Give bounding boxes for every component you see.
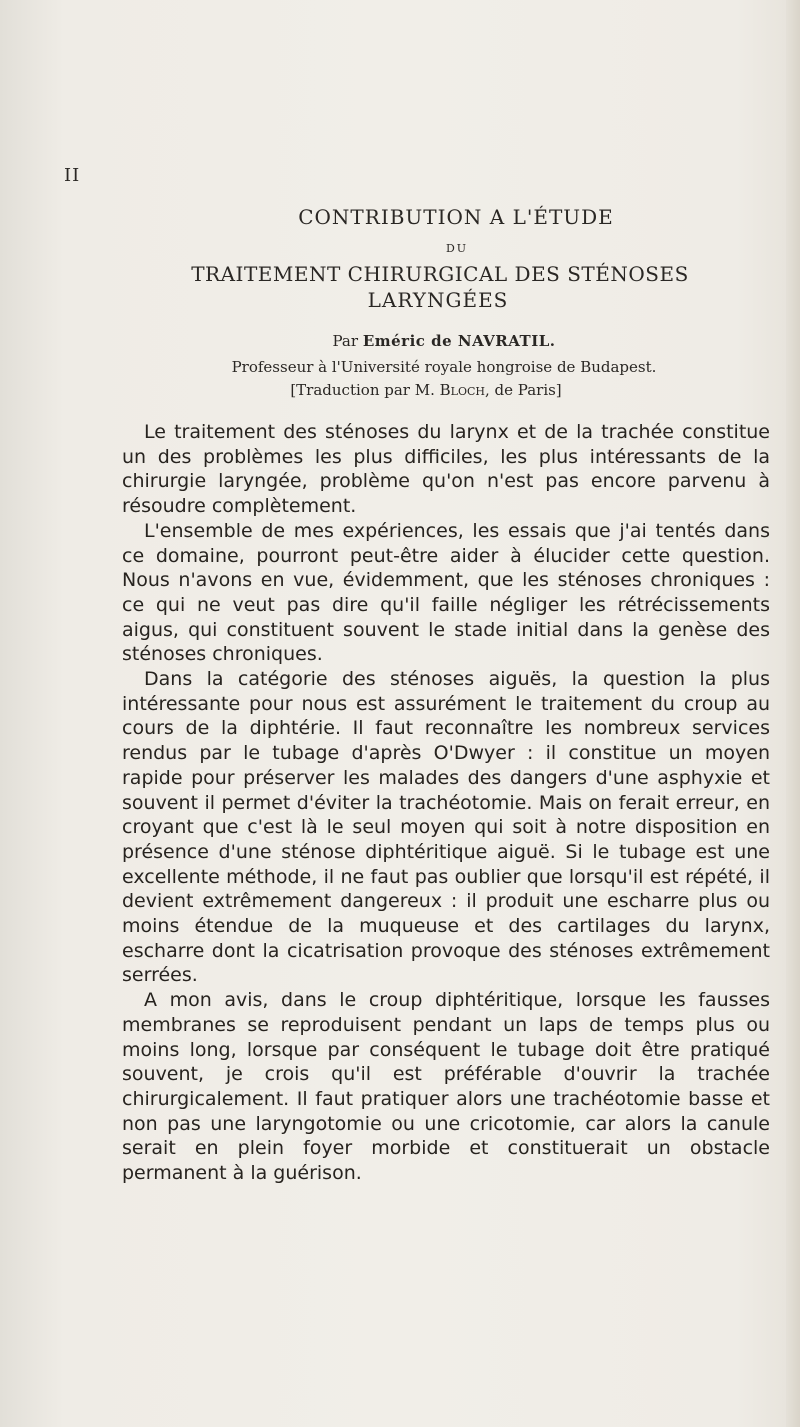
paragraph-1: Le traitement des sténoses du larynx et de la trachée constitue un des problèmes les plus difficiles, les plus intéressants de la chirurgie laryngée, problème qu'on n'est pas encore parvenu à résoudre complètement. <box>122 421 770 518</box>
translator-name: Bloch <box>439 381 485 399</box>
author-affiliation: Professeur à l'Université royale hongroise de Budapest. <box>231 358 657 376</box>
author-line <box>84 332 800 350</box>
paragraph-2: L'ensemble de mes expériences, les essais que j'ai tentés dans ce domaine, pourront peut-être aider à élucider cette question. Nous n'avons en vue, évidemment, que les sténoses chroniques : ce qui ne veut pas dire qu'il faille négliger les rétrécissements aigus, qui constituent souvent le stade initial dans la genèse des sténoses chroniques. <box>122 519 770 666</box>
translation-credit <box>66 381 786 399</box>
paragraph-4: A mon avis, dans le croup diphtéritique, lorsque les fausses membranes se reproduisent pendant un laps de temps plus ou moins long, lorsque par conséquent le tubage doit être pratiqué souvent, je crois qu'il est préférable d'ouvrir la trachée chirurgicalement. Il faut pratiquer alors une trachéotomie basse et non pas une laryngotomie ou une cricotomie, car alors la canule serait en plein foyer morbide et constituerait un obstacle permanent à la guérison. <box>122 989 770 1185</box>
title-du: DU <box>445 242 469 255</box>
body-text <box>122 420 770 1186</box>
author-name: Eméric de NAVRATIL. <box>362 332 556 350</box>
author-prefix: Par <box>332 332 359 350</box>
translation-prefix: [Traduction par M. <box>290 381 435 399</box>
title-line-3: LARYNGÉES <box>367 288 509 312</box>
paragraph-3: Dans la catégorie des sténoses aiguës, la question la plus intéressante pour nous est assurément le traitement du croup au cours de la diphtérie. Il faut reconnaître les nombreux services rendus par le tubage d'après O'Dwyer : il constitue un moyen rapide pour préserver les malades des dangers d'une asphyxie et souvent il permet d'éviter la trachéotomie. Mais on ferait erreur, en croyant que c'est là le seul moyen qui soit à notre disposition en présence d'une sténose diphtéritique aiguë. Si le tubage est une excellente méthode, il ne faut pas oublier que lorsqu'il est répété, il devient extrêmement dangereux : il produit une escharre plus ou moins étendue de la muqueuse et des cartilages du larynx, escharre dont la cicatrisation provoque des sténoses extrêmement serrées. <box>122 668 770 987</box>
title-line-2: TRAITEMENT CHIRURGICAL DES STÉNOSES <box>191 262 689 286</box>
section-number: II <box>64 165 81 186</box>
translation-suffix: , de Paris] <box>485 381 562 399</box>
title-line-1: CONTRIBUTION A L'ÉTUDE <box>298 205 614 229</box>
